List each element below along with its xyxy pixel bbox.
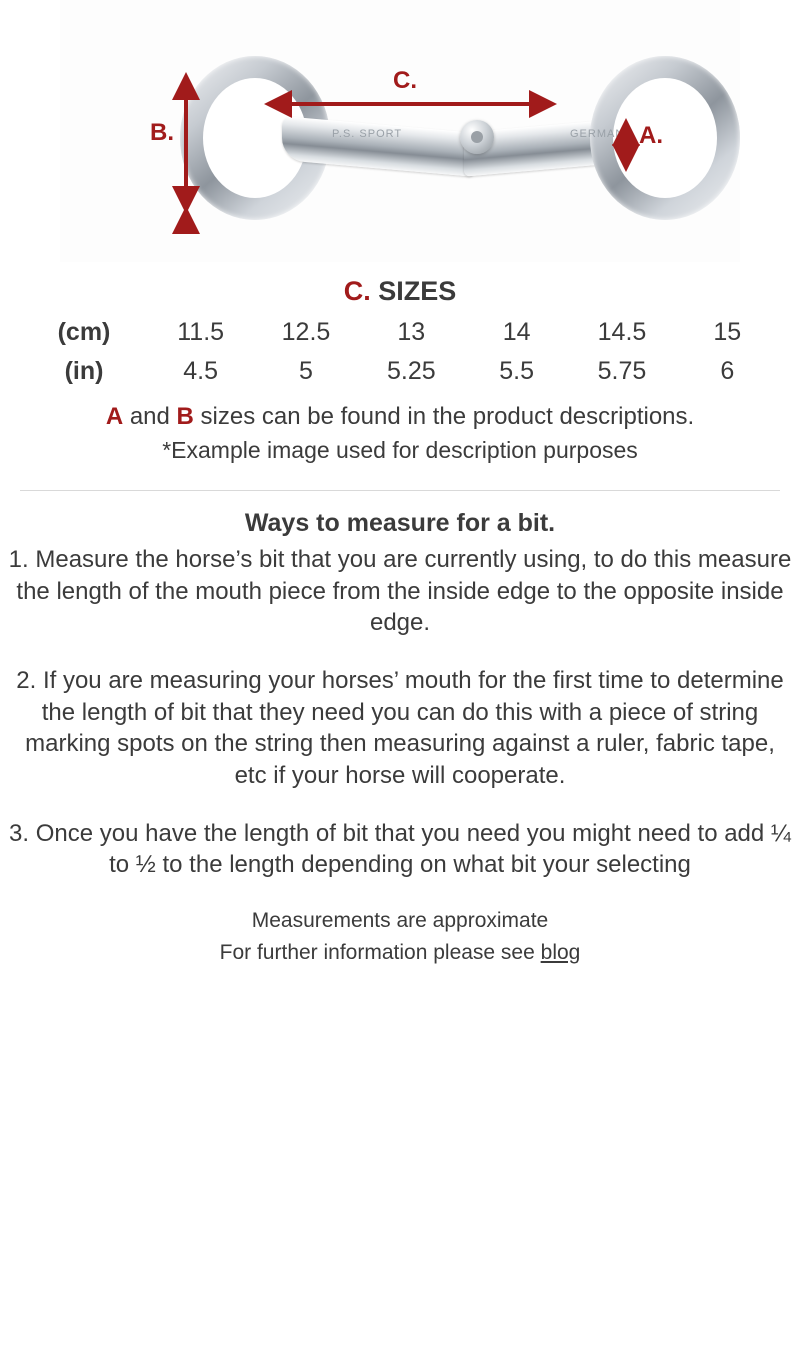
ways-heading: Ways to measure for a bit. <box>244 509 556 537</box>
bit-diagram <box>0 0 800 262</box>
size-cell: 12.5 <box>281 318 331 346</box>
sizes-heading-accent: C. <box>343 276 371 306</box>
list-item: 1. Measure the horse’s bit that you are currently using, to do this measure the length of the mouth piece from the inside edge to the opposite inside edge. <box>8 546 792 637</box>
size-cell: 5.5 <box>499 357 535 385</box>
note-rest: sizes can be found in the product descriptions. <box>193 403 695 430</box>
measure-label-a: A. <box>639 122 663 149</box>
list-item: 2. If you are measuring your horses’ mouth for the first time to determine the length of bit that they need you can do this with a piece of string marking spots on the string then measuring against a ruler, fabric tape, etc if your horse will cooperate. <box>16 667 784 790</box>
size-cell: 5.75 <box>597 357 647 385</box>
sizes-heading-text: SIZES <box>370 276 457 306</box>
footer-info-prefix: For further information please see <box>219 941 541 965</box>
bit-joint-hole <box>471 131 483 143</box>
size-cell: 14.5 <box>597 318 647 346</box>
size-cell: 4.5 <box>183 357 219 385</box>
table-row <box>20 352 780 391</box>
note-label-b: B <box>176 403 194 430</box>
size-cell: 5 <box>299 357 313 385</box>
footer <box>8 909 792 965</box>
note-label-a: A <box>105 403 124 430</box>
sizes-unit-in: (in) <box>64 357 104 385</box>
size-cell: 15 <box>713 318 742 346</box>
sizes-note <box>0 403 800 431</box>
sizes-unit-cm: (cm) <box>57 318 111 346</box>
footer-info-line <box>8 941 792 965</box>
size-cell: 5.25 <box>386 357 436 385</box>
ways-to-measure-section <box>4 491 796 965</box>
note-and: and <box>123 403 177 430</box>
size-cell: 13 <box>397 318 426 346</box>
blog-link[interactable]: blog <box>540 941 581 965</box>
table-row <box>20 313 780 352</box>
sizes-table <box>20 313 780 391</box>
bit-brand-left: P.S. SPORT <box>332 128 403 140</box>
size-cell: 11.5 <box>177 318 225 346</box>
list-item: 3. Once you have the length of bit that you need you might need to add ¼ to ½ to the length depending on what bit your selecting <box>9 819 791 879</box>
size-cell: 14 <box>502 318 531 346</box>
size-cell: 6 <box>720 357 735 385</box>
measure-label-b: B. <box>150 119 174 146</box>
footer-measurements-note: Measurements are approximate <box>251 909 549 933</box>
sizes-heading <box>0 276 800 307</box>
sizes-note-sub: *Example image used for description purposes <box>162 437 638 463</box>
bit-brand-right: GERMANY <box>570 128 633 140</box>
measure-label-c: C. <box>393 67 417 94</box>
